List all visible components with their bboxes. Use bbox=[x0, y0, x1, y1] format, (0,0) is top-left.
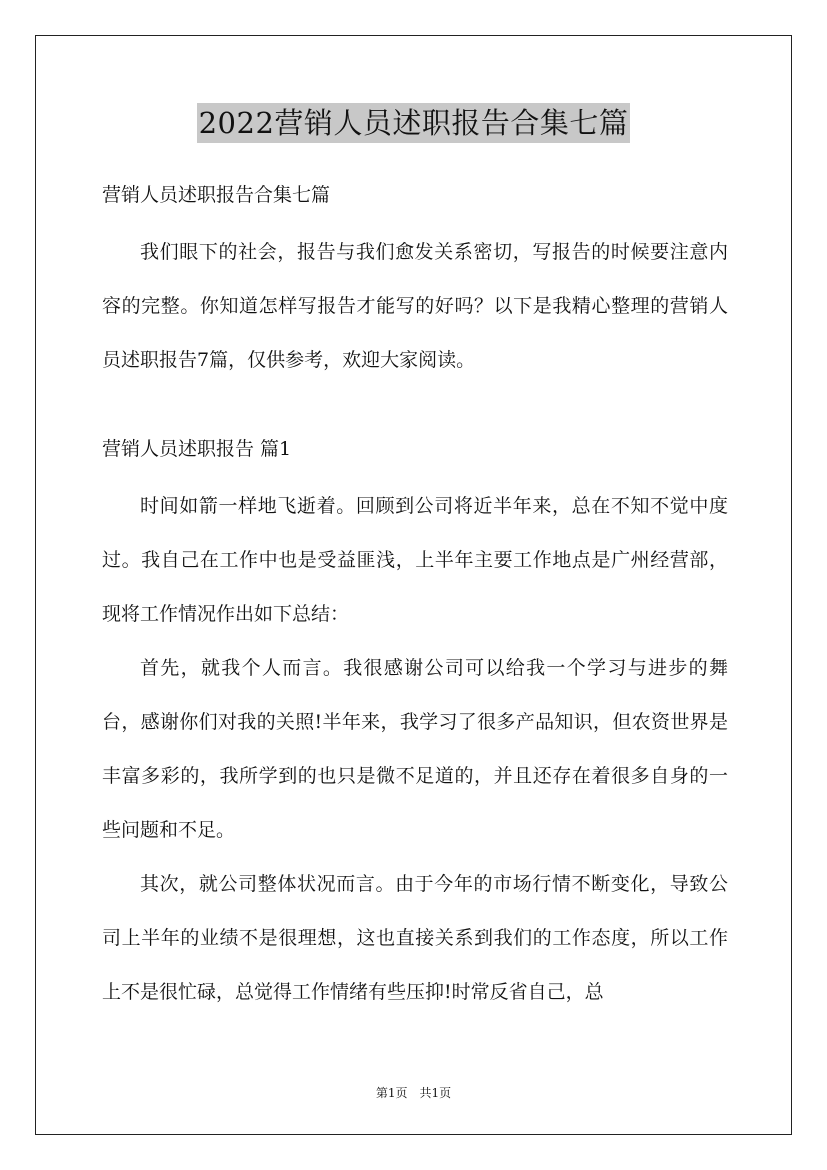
body-paragraph: 首先，就我个人而言。我很感谢公司可以给我一个学习与进步的舞台，感谢你们对我的关照!半年来，我学习了很多产品知识，但农资世界是丰富多彩的，我所学到的也只是微不足道的，并且还存在着很多自身的一些问题和不足。 bbox=[102, 657, 728, 841]
page-footer: 第1页 共1页 bbox=[375, 1086, 452, 1100]
intro-paragraph: 我们眼下的社会，报告与我们愈发关系密切，写报告的时候要注意内容的完整。你知道怎样写报告才能写的好吗？以下是我精心整理的营销人员述职报告7篇，仅供参考，欢迎大家阅读。 bbox=[102, 241, 728, 371]
subtitle: 营销人员述职报告合集七篇 bbox=[102, 184, 331, 206]
body-paragraph: 其次，就公司整体状况而言。由于今年的市场行情不断变化，导致公司上半年的业绩不是很理想，这也直接关系到我们的工作态度，所以工作上不是很忙碌，总觉得工作情绪有些压抑!时常反省自己，总 bbox=[102, 873, 728, 1003]
document-title: 2022营销人员述职报告合集七篇 bbox=[197, 103, 631, 143]
document-body bbox=[102, 175, 728, 1019]
title-wrapper bbox=[36, 103, 791, 143]
section-heading: 营销人员述职报告 篇1 bbox=[102, 438, 292, 460]
body-paragraph: 时间如箭一样地飞逝着。回顾到公司将近半年来，总在不知不觉中度过。我自己在工作中也是受益匪浅，上半年主要工作地点是广州经营部，现将工作情况作出如下总结： bbox=[102, 495, 728, 625]
document-page bbox=[35, 35, 792, 1135]
